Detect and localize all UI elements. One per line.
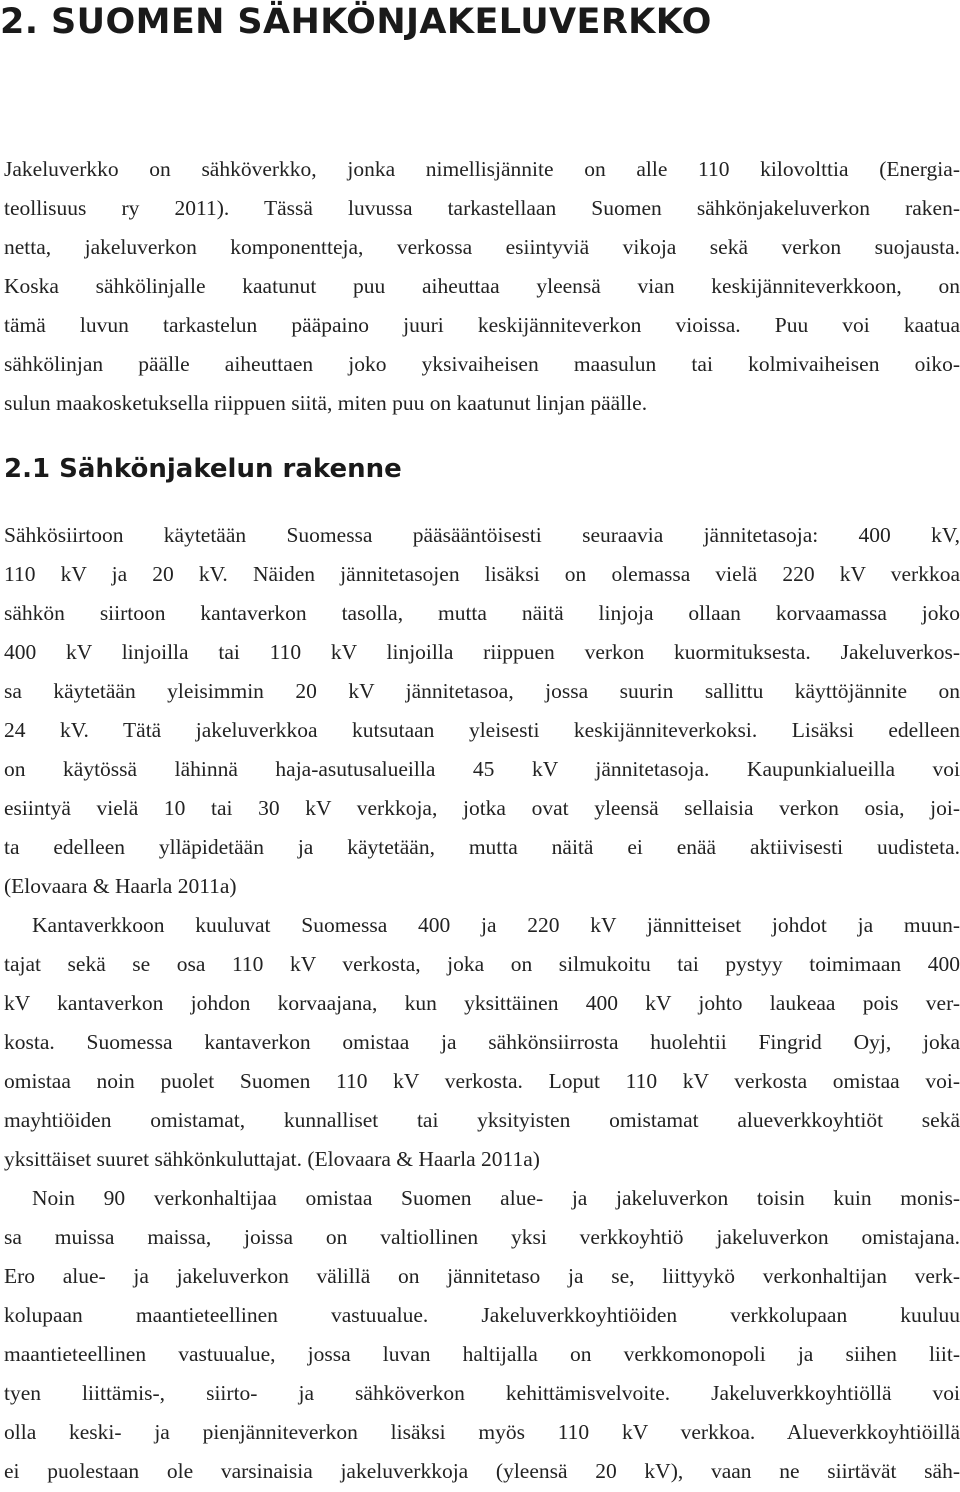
paragraph-line: 110 kV ja 20 kV. Näiden jännitetasojen lisäksi on olemassa vielä 220 kV verkkoa (4, 562, 960, 586)
paragraph-line: kosta. Suomessa kantaverkon omistaa ja sähkönsiirrosta huolehtii Fingrid Oyj, joka (4, 1030, 960, 1054)
paragraph-line: Noin 90 verkonhaltijaa omistaa Suomen alue- ja jakeluverkon toisin kuin monis- (32, 1186, 960, 1210)
paragraph-line: tajat sekä se osa 110 kV verkosta, joka on silmukoitu tai pystyy toimimaan 400 (4, 952, 960, 976)
paragraph-line: mayhtiöiden omistamat, kunnalliset tai yksityisten omistamat alueverkkoyhtiöt sekä (4, 1108, 960, 1132)
intro-line: teollisuus ry 2011). Tässä luvussa tarkastellaan Suomen sähkönjakeluverkon raken- (4, 196, 960, 220)
paragraph-line: on käytössä lähinnä haja-asutusalueilla 45 kV jännitetasoja. Kaupunkialueilla voi (4, 757, 960, 781)
paragraph-line: Sähkösiirtoon käytetään Suomessa pääsääntöisesti seuraavia jännitetasoja: 400 kV, (4, 523, 960, 547)
intro-line: sulun maakosketuksella riippuen siitä, miten puu on kaatunut linjan päälle. (4, 391, 648, 415)
intro-line: Jakeluverkko on sähköverkko, jonka nimellisjännite on alle 110 kilovolttia (Energia- (4, 157, 960, 181)
paragraph-line: omistaa noin puolet Suomen 110 kV verkosta. Loput 110 kV verkosta omistaa voi- (4, 1069, 960, 1093)
paragraph-line: sa muissa maissa, joissa on valtiollinen yksi verkkoyhtiö jakeluverkon omistajana. (4, 1225, 960, 1249)
intro-paragraph (4, 150, 960, 423)
voltage-levels-paragraph (4, 516, 960, 1491)
paragraph-line: kolupaan maantieteellinen vastuualue. Jakeluverkkoyhtiöiden verkkolupaan kuuluu (4, 1303, 960, 1327)
intro-line: tämä luvun tarkastelun pääpaino juuri keskijänniteverkon vioissa. Puu voi kaatua (4, 313, 960, 337)
paragraph-line: ta edelleen ylläpidetään ja käytetään, mutta näitä ei enää aktiivisesti uudisteta. (4, 835, 960, 859)
paragraph-line: ei puolestaan ole varsinaisia jakeluverkkoja (yleensä 20 kV), vaan ne siirtävät säh- (4, 1459, 960, 1483)
paragraph-line: esiintyä vielä 10 tai 30 kV verkkoja, jotka ovat yleensä sellaisia verkon osia, joi- (4, 796, 960, 820)
paragraph-line: Kantaverkkoon kuuluvat Suomessa 400 ja 220 kV jännitteiset johdot ja muun- (32, 913, 960, 937)
paragraph-line: tyen liittämis-, siirto- ja sähköverkon kehittämisvelvoite. Jakeluverkkoyhtiöllä voi (4, 1381, 960, 1405)
paragraph-line: sähkön siirtoon kantaverkon tasolla, mutta näitä linjoja ollaan korvaamassa joko (4, 601, 960, 625)
paragraph-line: 24 kV. Tätä jakeluverkkoa kutsutaan yleisesti keskijänniteverkoksi. Lisäksi edelleen (4, 718, 960, 742)
chapter-heading: 2. SUOMEN SÄHKÖNJAKELUVERKKO (0, 2, 712, 42)
paragraph-line: 400 kV linjoilla tai 110 kV linjoilla riippuen verkon kuormituksesta. Jakeluverkos- (4, 640, 960, 664)
paragraph-line: (Elovaara & Haarla 2011a) (4, 874, 237, 898)
intro-line: sähkölinjan päälle aiheuttaen joko yksivaiheisen maasulun tai kolmivaiheisen oiko- (4, 352, 960, 376)
paragraph-line: kV kantaverkon johdon korvaajana, kun yksittäinen 400 kV johto laukeaa pois ver- (4, 991, 960, 1015)
paragraph-line: maantieteellinen vastuualue, jossa luvan haltijalla on verkkomonopoli ja siihen liit- (4, 1342, 960, 1366)
intro-line: netta, jakeluverkon komponentteja, verkossa esiintyviä vikoja sekä verkon suojausta. (4, 235, 960, 259)
section-heading: 2.1 Sähkönjakelun rakenne (4, 454, 402, 484)
paragraph-line: olla keski- ja pienjänniteverkon lisäksi myös 110 kV verkkoa. Alueverkkoyhtiöillä (4, 1420, 960, 1444)
paragraph-line: sa käytetään yleisimmin 20 kV jännitetasoa, jossa suurin sallittu käyttöjännite on (4, 679, 960, 703)
paragraph-line: Ero alue- ja jakeluverkon välillä on jännitetaso ja se, liittyykö verkonhaltijan verk- (4, 1264, 960, 1288)
intro-line: Koska sähkölinjalle kaatunut puu aiheuttaa yleensä vian keskijänniteverkkoon, on (4, 274, 960, 298)
paragraph-line: yksittäiset suuret sähkönkuluttajat. (Elovaara & Haarla 2011a) (4, 1147, 540, 1171)
